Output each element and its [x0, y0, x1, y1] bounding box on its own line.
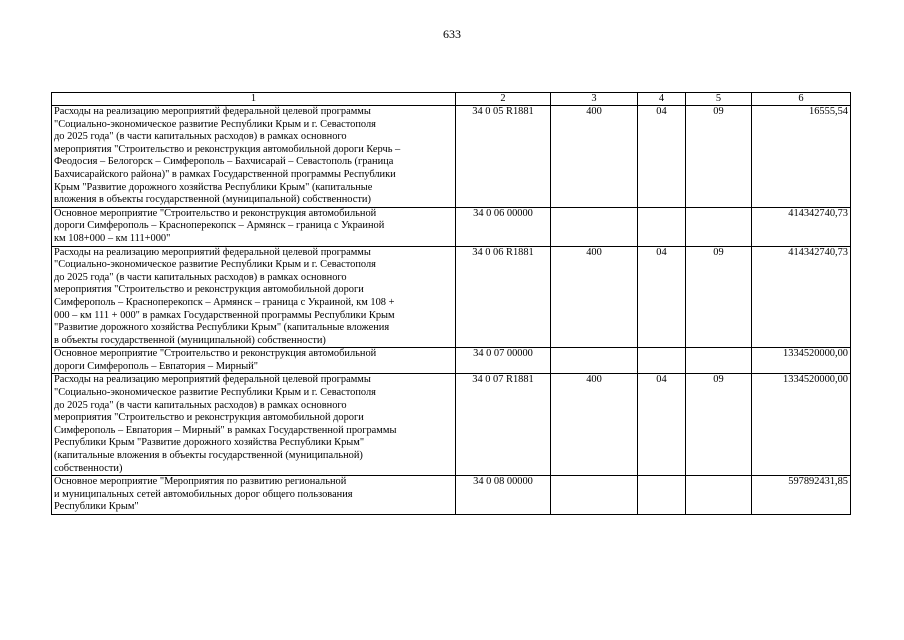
- row-col4: [638, 207, 686, 246]
- row-col3: [551, 348, 638, 374]
- row-col3: 400: [551, 246, 638, 348]
- column-header-2: 2: [456, 93, 551, 106]
- row-amount: 597892431,85: [752, 476, 851, 515]
- page-number: 633: [443, 27, 461, 41]
- row-code: 34 0 07 R1881: [456, 374, 551, 476]
- column-header-1: 1: [52, 93, 456, 106]
- row-code: 34 0 07 00000: [456, 348, 551, 374]
- table-row: [52, 106, 851, 208]
- row-amount: 1334520000,00: [752, 348, 851, 374]
- row-col5: [686, 348, 752, 374]
- row-code: 34 0 06 R1881: [456, 246, 551, 348]
- row-col5: [686, 207, 752, 246]
- column-header-5: 5: [686, 93, 752, 106]
- row-col4: 04: [638, 374, 686, 476]
- row-code: 34 0 05 R1881: [456, 106, 551, 208]
- row-name: Основное мероприятие "Строительство и реконструкция автомобильной дороги Симферополь – Красноперекопск – Армянск – граница с Украиной км 108+000 – км 111+000": [52, 207, 456, 246]
- column-header-3: 3: [551, 93, 638, 106]
- row-amount: 414342740,73: [752, 246, 851, 348]
- row-col5: 09: [686, 246, 752, 348]
- row-col4: [638, 476, 686, 515]
- table-row: [52, 348, 851, 374]
- row-col4: 04: [638, 106, 686, 208]
- row-name: Расходы на реализацию мероприятий федеральной целевой программы "Социально-экономическое развитие Республики Крым и г. Севастополя до 2025 года" (в части капитальных расходов) в рамках основного мероприятия "Строительство и реконструкция автомобильной дороги Симферополь – Евпатория – Мирный" в рамках Государственной программы Республики Крым "Развитие дорожного хозяйства Республики Крым" (капитальные вложения в объекты государственной (муниципальной) собственности): [52, 374, 456, 476]
- row-col4: 04: [638, 246, 686, 348]
- column-header-6: 6: [752, 93, 851, 106]
- row-col5: 09: [686, 374, 752, 476]
- row-name: Основное мероприятие "Строительство и реконструкция автомобильной дороги Симферополь – Евпатория – Мирный": [52, 348, 456, 374]
- budget-table: [51, 92, 851, 515]
- row-amount: 16555,54: [752, 106, 851, 208]
- row-name: Основное мероприятие "Мероприятия по развитию региональной и муниципальных сетей автомобильных дорог общего пользования Республики Крым": [52, 476, 456, 515]
- row-code: 34 0 06 00000: [456, 207, 551, 246]
- table-row: [52, 476, 851, 515]
- row-col3: [551, 207, 638, 246]
- table-row: [52, 246, 851, 348]
- table-header-row: [52, 93, 851, 106]
- row-amount: 414342740,73: [752, 207, 851, 246]
- row-amount: 1334520000,00: [752, 374, 851, 476]
- column-header-4: 4: [638, 93, 686, 106]
- row-col3: 400: [551, 374, 638, 476]
- row-col3: 400: [551, 106, 638, 208]
- table-row: [52, 374, 851, 476]
- row-col4: [638, 348, 686, 374]
- row-col5: 09: [686, 106, 752, 208]
- row-name: Расходы на реализацию мероприятий федеральной целевой программы "Социально-экономическое развитие Республики Крым и г. Севастополя до 2025 года" (в части капитальных расходов) в рамках основного мероприятия "Строительство и реконструкция автомобильной дороги Симферополь – Красноперекопск – Армянск – граница с Украиной, км 108 + 000 – км 111 + 000" в рамках Государственной программы Республики Крым "Развитие дорожного хозяйства Республики Крым" (капитальные вложения в объекты государственной (муниципальной) собственности): [52, 246, 456, 348]
- row-col3: [551, 476, 638, 515]
- row-name: Расходы на реализацию мероприятий федеральной целевой программы "Социально-экономическое развитие Республики Крым и г. Севастополя до 2025 года" (в части капитальных расходов) в рамках основного мероприятия "Строительство и реконструкция автомобильной дороги Керчь – Феодосия – Белогорск – Симферополь – Бахчисарай – Севастополь (граница Бахчисарайского района)" в рамках Государственной программы Республики Крым "Развитие дорожного хозяйства Республики Крым" (капитальные вложения в объекты государственной (муниципальной) собственности): [52, 106, 456, 208]
- row-col5: [686, 476, 752, 515]
- row-code: 34 0 08 00000: [456, 476, 551, 515]
- table-row: [52, 207, 851, 246]
